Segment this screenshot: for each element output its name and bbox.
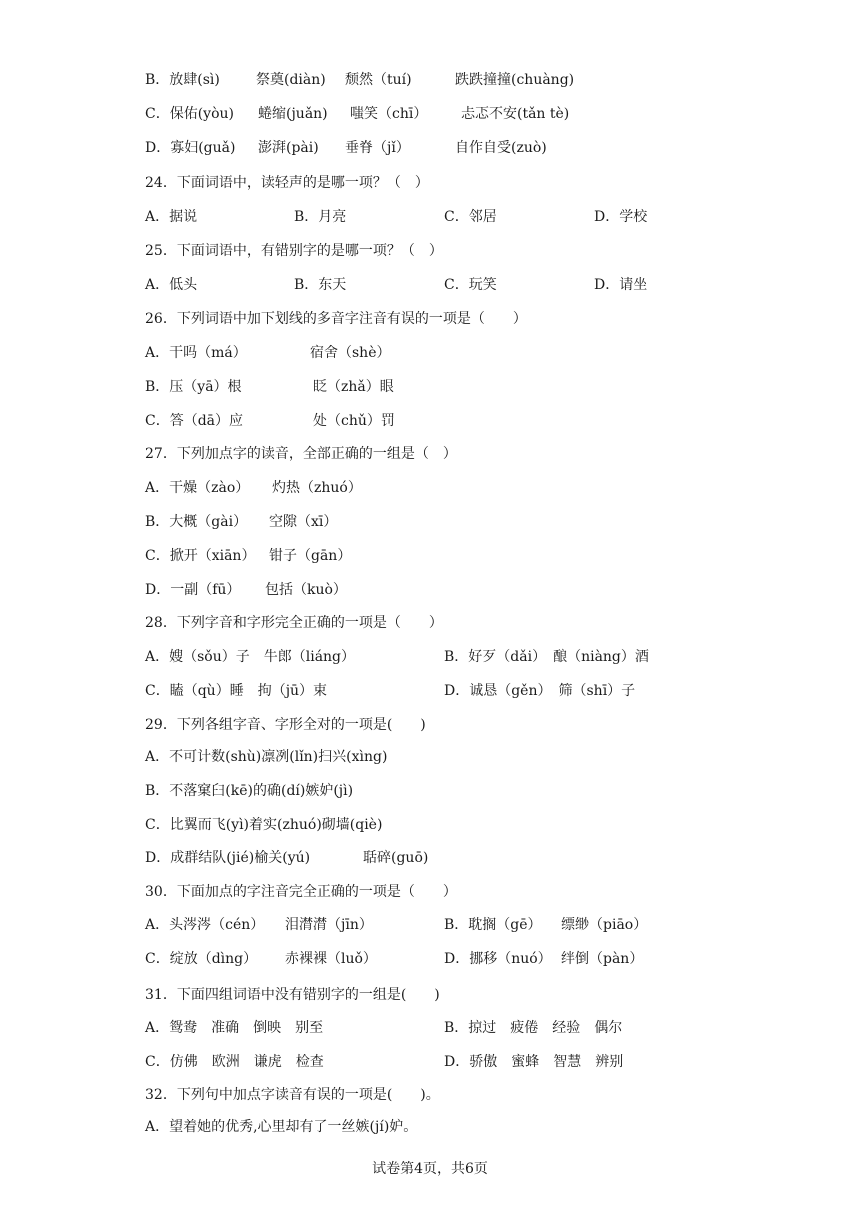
page-footer: 试卷第4页，共6页	[372, 1161, 488, 1177]
text-cell: 灼热（zhuó）	[272, 480, 362, 496]
text-cell: C．比翼而飞(yì)着实(zhuó)砌墙(qiè)	[145, 817, 383, 833]
text-cell: 32．下列句中加点字读音有误的一项是( )。	[145, 1087, 440, 1103]
text-cell: 澎湃(pài)	[258, 140, 319, 156]
text-cell: 忐忑不安(tǎn tè)	[461, 106, 570, 122]
text-cell: 30．下面加点的字注音完全正确的一项是（ ）	[145, 884, 457, 900]
text-cell: D．诚恳（gěn） 筛（shī）子	[444, 683, 636, 699]
text-cell: 31．下面四组词语中没有错别字的一组是( )	[145, 987, 440, 1003]
text-cell: A．头涔涔（cén）	[145, 917, 265, 933]
text-cell: 处（chǔ）罚	[313, 413, 395, 429]
text-cell: B．压（yā）根	[145, 379, 242, 395]
text-cell: C．邻居	[444, 209, 497, 225]
text-cell: 嗤笑（chī）	[350, 106, 428, 122]
text-cell: A．望着她的优秀,心里却有了一丝嫉(jí)妒。	[145, 1119, 418, 1135]
text-cell: A．鸳鸯 准确 倒映 别至	[145, 1020, 324, 1036]
text-cell: 包括（kuò）	[265, 582, 347, 598]
text-cell: D．学校	[594, 209, 648, 225]
text-cell: C．瞌（qù）睡 拘（jū）束	[145, 683, 328, 699]
text-cell: D．挪移（nuó）	[444, 951, 552, 967]
text-cell: 绊倒（pàn）	[561, 951, 644, 967]
text-cell: A．干燥（zào）	[145, 480, 250, 496]
text-cell: 缥缈（piāo）	[561, 917, 648, 933]
text-cell: 泪潸潸（jīn）	[285, 917, 373, 933]
text-cell: A．嫂（sǒu）子 牛郎（liáng）	[145, 649, 356, 665]
text-cell: B．大概（gài）	[145, 514, 248, 530]
text-cell: 跌跌撞撞(chuàng)	[455, 72, 575, 88]
text-cell: C．保佑(yòu)	[145, 106, 234, 122]
text-cell: A．干吗（má）	[145, 345, 247, 361]
text-cell: A．据说	[145, 209, 198, 225]
text-cell: A．不可计数(shù)凛冽(lǐn)扫兴(xìng)	[145, 749, 388, 765]
text-cell: 蜷缩(juǎn)	[258, 106, 328, 122]
text-cell: B．不落窠臼(kē)的确(dí)嫉妒(jì)	[145, 783, 354, 799]
text-cell: C．答（dā）应	[145, 413, 244, 429]
text-cell: B．耽搁（gē）	[444, 917, 542, 933]
text-cell: D．骄傲 蜜蜂 智慧 辨别	[444, 1054, 624, 1070]
text-cell: 钳子（gān）	[269, 548, 352, 564]
text-cell: B．月亮	[294, 209, 347, 225]
text-cell: 垂脊（jǐ）	[345, 140, 410, 156]
text-cell: 26．下列词语中加下划线的多音字注音有误的一项是（ ）	[145, 311, 527, 327]
text-cell: D．请坐	[594, 277, 648, 293]
text-cell: 28．下列字音和字形完全正确的一项是（ ）	[145, 615, 443, 631]
text-cell: B．放肆(sì)	[145, 72, 220, 88]
text-cell: 29．下列各组字音、字形全对的一项是( )	[145, 717, 426, 733]
text-cell: 25．下面词语中，有错别字的是哪一项？（ ）	[145, 243, 443, 259]
text-cell: 空隙（xī）	[269, 514, 338, 530]
text-cell: 颓然（tuí)	[345, 72, 412, 88]
text-cell: B．东天	[294, 277, 347, 293]
text-cell: B．掠过 疲倦 经验 偶尔	[444, 1020, 623, 1036]
text-cell: C．仿佛 欧洲 谦虎 检查	[145, 1054, 324, 1070]
text-cell: 27．下列加点字的读音，全部正确的一组是（ ）	[145, 446, 457, 462]
text-cell: B．好歹（dǎi） 酿（niàng）酒	[444, 649, 649, 665]
text-cell: 眨（zhǎ）眼	[313, 379, 394, 395]
text-cell: 赤裸裸（luǒ）	[285, 951, 377, 967]
text-cell: A．低头	[145, 277, 198, 293]
text-cell: C．掀开（xiān）	[145, 548, 256, 564]
text-cell: C．玩笑	[444, 277, 497, 293]
text-cell: C．绽放（dìng）	[145, 951, 258, 967]
text-cell: D．成群结队(jié)榆关(yú)	[145, 850, 311, 866]
text-cell: 自作自受(zuò)	[455, 140, 547, 156]
text-cell: D．寡妇(guǎ)	[145, 140, 236, 156]
text-cell: D．一副（fū）	[145, 582, 241, 598]
text-cell: 宿舍（shè）	[310, 345, 391, 361]
text-cell: 24．下面词语中，读轻声的是哪一项？（ ）	[145, 175, 429, 191]
text-cell: 聒碎(guō)	[363, 850, 429, 866]
text-cell: 祭奠(diàn)	[256, 72, 326, 88]
